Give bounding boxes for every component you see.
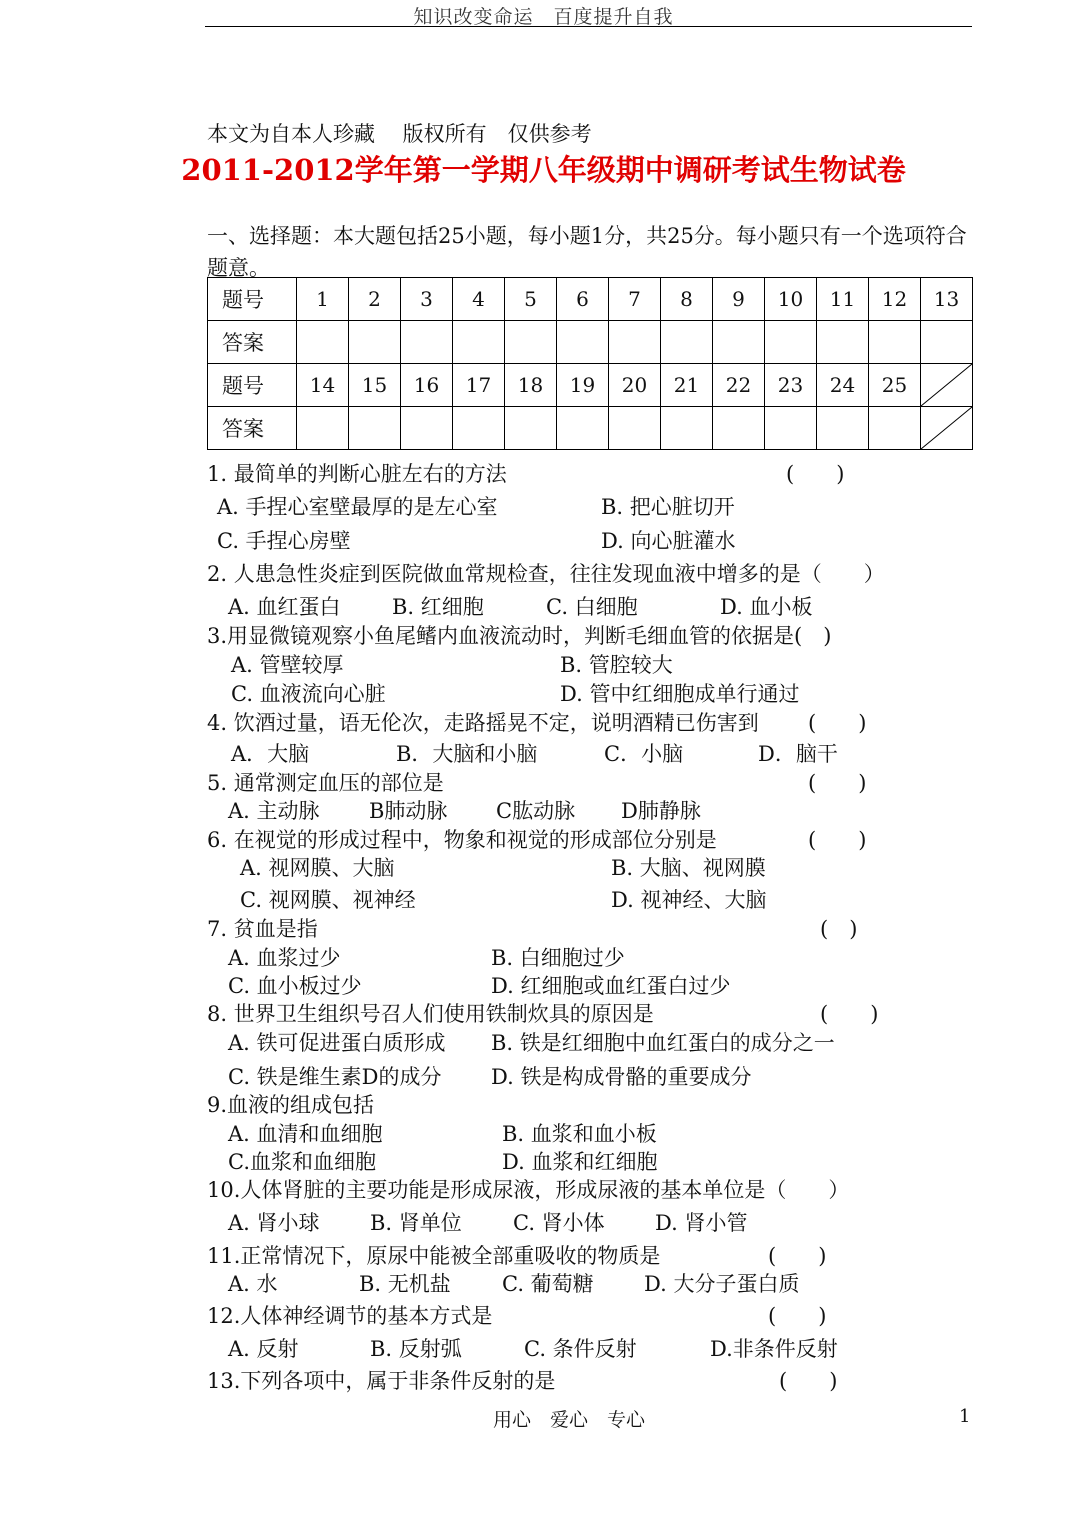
answer-cell[interactable] (869, 407, 921, 450)
question-option: C. 葡萄糖 (502, 1272, 594, 1296)
table-cell: 12 (869, 278, 921, 321)
question-option: B. 红细胞 (392, 595, 484, 619)
question-option: B．大脑和小脑 (396, 742, 538, 766)
question-option: D. 血浆和红细胞 (502, 1150, 658, 1174)
question-option: A. 管壁较厚 (231, 653, 344, 677)
table-cell: 24 (817, 364, 869, 407)
answer-cell[interactable] (869, 321, 921, 364)
question-stem: 2. 人患急性炎症到医院做血常规检查，往往发现血液中增多的是（ ） (207, 562, 885, 586)
page-footer: 用心 爱心 专心 (493, 1409, 646, 1431)
question-option: B. 大脑、视网膜 (611, 856, 766, 880)
table-cell: 5 (505, 278, 557, 321)
table-cell: 16 (401, 364, 453, 407)
table-cell: 19 (557, 364, 609, 407)
question-stem: 8. 世界卫生组织号召人们使用铁制炊具的原因是 (207, 1002, 654, 1026)
question-option: A. 肾小球 (228, 1211, 320, 1235)
table-cell: 7 (609, 278, 661, 321)
answer-bracket: ( ) (808, 828, 867, 852)
answer-cell[interactable] (609, 321, 661, 364)
question-option: B. 无机盐 (359, 1272, 451, 1296)
answer-cell[interactable] (765, 407, 817, 450)
question-option: A. 水 (228, 1272, 278, 1296)
table-cell: 23 (765, 364, 817, 407)
section-heading: 一、选择题：本大题包括25小题，每小题1分，共25分。每小题只有一个选项符合题意。 (207, 224, 967, 280)
question-stem: 3.用显微镜观察小鱼尾鳍内血液流动时，判断毛细血管的依据是( ) (207, 624, 832, 648)
question-option: B. 肾单位 (370, 1211, 462, 1235)
question-stem: 1. 最简单的判断心脏左右的方法 (207, 462, 507, 486)
answer-cell[interactable] (297, 407, 349, 450)
question-stem: 4. 饮酒过量，语无伦次，走路摇晃不定，说明酒精已伤害到 (207, 711, 759, 735)
question-stem: 10.人体肾脏的主要功能是形成尿液，形成尿液的基本单位是（ ） (207, 1178, 850, 1202)
question-option: A. 血清和血细胞 (228, 1122, 383, 1146)
answer-bracket: ( ) (779, 1369, 838, 1393)
table-cell: 20 (609, 364, 661, 407)
question-stem: 6. 在视觉的形成过程中，物象和视觉的形成部位分别是 (207, 828, 717, 852)
answer-cell[interactable] (505, 321, 557, 364)
question-option: B肺动脉 (369, 799, 448, 823)
question-stem: 7. 贫血是指 (207, 917, 318, 941)
answer-cell[interactable] (505, 407, 557, 450)
answer-cell[interactable] (349, 407, 401, 450)
answer-cell[interactable] (453, 321, 505, 364)
answer-cell[interactable] (349, 321, 401, 364)
page-number: 1 (959, 1406, 971, 1427)
question-option: A. 铁可促进蛋白质形成 (228, 1031, 446, 1055)
question-option: D. 视神经、大脑 (611, 888, 767, 912)
answer-cell[interactable] (765, 321, 817, 364)
page-header: 知识改变命运 百度提升自我 (413, 6, 674, 28)
question-option: C．小脑 (604, 742, 684, 766)
table-cell: 2 (349, 278, 401, 321)
question-stem: 13.下列各项中，属于非条件反射的是 (207, 1369, 556, 1393)
question-option: A. 手捏心室壁最厚的是左心室 (217, 495, 498, 519)
question-option: C. 铁是维生素D的成分 (228, 1065, 442, 1089)
question-option: D. 血小板 (720, 595, 813, 619)
table-row (208, 364, 973, 407)
question-option: C肱动脉 (496, 799, 576, 823)
question-option: B. 把心脏切开 (601, 495, 735, 519)
table-cell: 8 (661, 278, 713, 321)
copyright-notice: 本文为自本人珍藏 版权所有 仅供参考 (207, 122, 592, 146)
table-cell: 21 (661, 364, 713, 407)
question-option: B. 血浆和血小板 (502, 1122, 657, 1146)
question-option: B. 反射弧 (370, 1337, 462, 1361)
table-cell: 17 (453, 364, 505, 407)
question-option: D. 肾小管 (655, 1211, 748, 1235)
table-cell: 18 (505, 364, 557, 407)
question-option: A. 血浆过少 (228, 946, 341, 970)
diagonal-cell (921, 364, 973, 407)
table-label: 题号 (208, 278, 297, 321)
answer-bracket: ( ) (808, 771, 867, 795)
table-label: 答案 (208, 321, 297, 364)
question-option: B. 管腔较大 (560, 653, 673, 677)
header-rule (205, 26, 972, 27)
question-option: A. 血红蛋白 (228, 595, 341, 619)
question-option: C. 肾小体 (513, 1211, 605, 1235)
question-option: C. 手捏心房壁 (217, 529, 351, 553)
answer-cell[interactable] (297, 321, 349, 364)
question-option: D肺静脉 (621, 799, 701, 823)
question-option: C. 白细胞 (546, 595, 638, 619)
answer-cell[interactable] (921, 321, 973, 364)
question-option: C. 视网膜、视神经 (240, 888, 416, 912)
diagonal-line (921, 407, 972, 449)
answer-bracket: ( ) (820, 1002, 879, 1026)
answer-bracket: ( ) (820, 917, 858, 941)
question-stem: 9.血液的组成包括 (207, 1093, 375, 1117)
table-label: 题号 (208, 364, 297, 407)
question-option: D. 管中红细胞成单行通过 (560, 682, 800, 706)
answer-cell[interactable] (661, 321, 713, 364)
table-row (208, 321, 973, 364)
answer-cell[interactable] (817, 321, 869, 364)
table-cell: 25 (869, 364, 921, 407)
question-option: A．大脑 (231, 742, 310, 766)
question-option: C. 血液流向心脏 (231, 682, 386, 706)
question-option: D. 大分子蛋白质 (644, 1272, 800, 1296)
answer-bracket: ( ) (786, 462, 845, 486)
question-option: D.非条件反射 (710, 1337, 838, 1361)
answer-cell[interactable] (661, 407, 713, 450)
table-cell: 1 (297, 278, 349, 321)
question-option: A. 视网膜、大脑 (240, 856, 395, 880)
answer-bracket: ( ) (808, 711, 867, 735)
table-cell: 15 (349, 364, 401, 407)
answer-table (207, 277, 973, 450)
table-cell: 11 (817, 278, 869, 321)
question-option: D. 向心脏灌水 (601, 529, 736, 553)
answer-cell[interactable] (713, 407, 765, 450)
table-cell: 10 (765, 278, 817, 321)
question-stem: 5. 通常测定血压的部位是 (207, 771, 444, 795)
table-cell: 3 (401, 278, 453, 321)
question-stem: 12.人体神经调节的基本方式是 (207, 1304, 493, 1328)
table-row (208, 407, 973, 450)
answer-cell[interactable] (453, 407, 505, 450)
question-option: D. 红细胞或血红蛋白过少 (491, 974, 731, 998)
diagonal-cell (921, 407, 973, 450)
answer-cell[interactable] (713, 321, 765, 364)
answer-cell[interactable] (557, 407, 609, 450)
answer-cell[interactable] (401, 407, 453, 450)
question-stem: 11.正常情况下，原尿中能被全部重吸收的物质是 (207, 1244, 661, 1268)
answer-cell[interactable] (609, 407, 661, 450)
answer-cell[interactable] (401, 321, 453, 364)
table-cell: 4 (453, 278, 505, 321)
question-option: A. 主动脉 (228, 799, 320, 823)
table-row (208, 278, 973, 321)
question-option: B. 白细胞过少 (491, 946, 625, 970)
answer-cell[interactable] (557, 321, 609, 364)
answer-bracket: ( ) (768, 1244, 827, 1268)
question-option: B. 铁是红细胞中血红蛋白的成分之一 (491, 1031, 835, 1055)
diagonal-line (921, 364, 972, 406)
question-option: D. 铁是构成骨骼的重要成分 (491, 1065, 752, 1089)
exam-title: 2011-2012学年第一学期八年级期中调研考试生物试卷 (181, 153, 906, 187)
answer-bracket: ( ) (768, 1304, 827, 1328)
table-cell: 6 (557, 278, 609, 321)
table-cell: 22 (713, 364, 765, 407)
question-option: C.血浆和血细胞 (228, 1150, 376, 1174)
answer-cell[interactable] (817, 407, 869, 450)
table-cell: 14 (297, 364, 349, 407)
question-option: C. 条件反射 (524, 1337, 637, 1361)
question-option: D．脑干 (758, 742, 838, 766)
question-option: A. 反射 (228, 1337, 299, 1361)
question-option: C. 血小板过少 (228, 974, 362, 998)
table-cell: 9 (713, 278, 765, 321)
table-cell: 13 (921, 278, 973, 321)
table-label: 答案 (208, 407, 297, 450)
